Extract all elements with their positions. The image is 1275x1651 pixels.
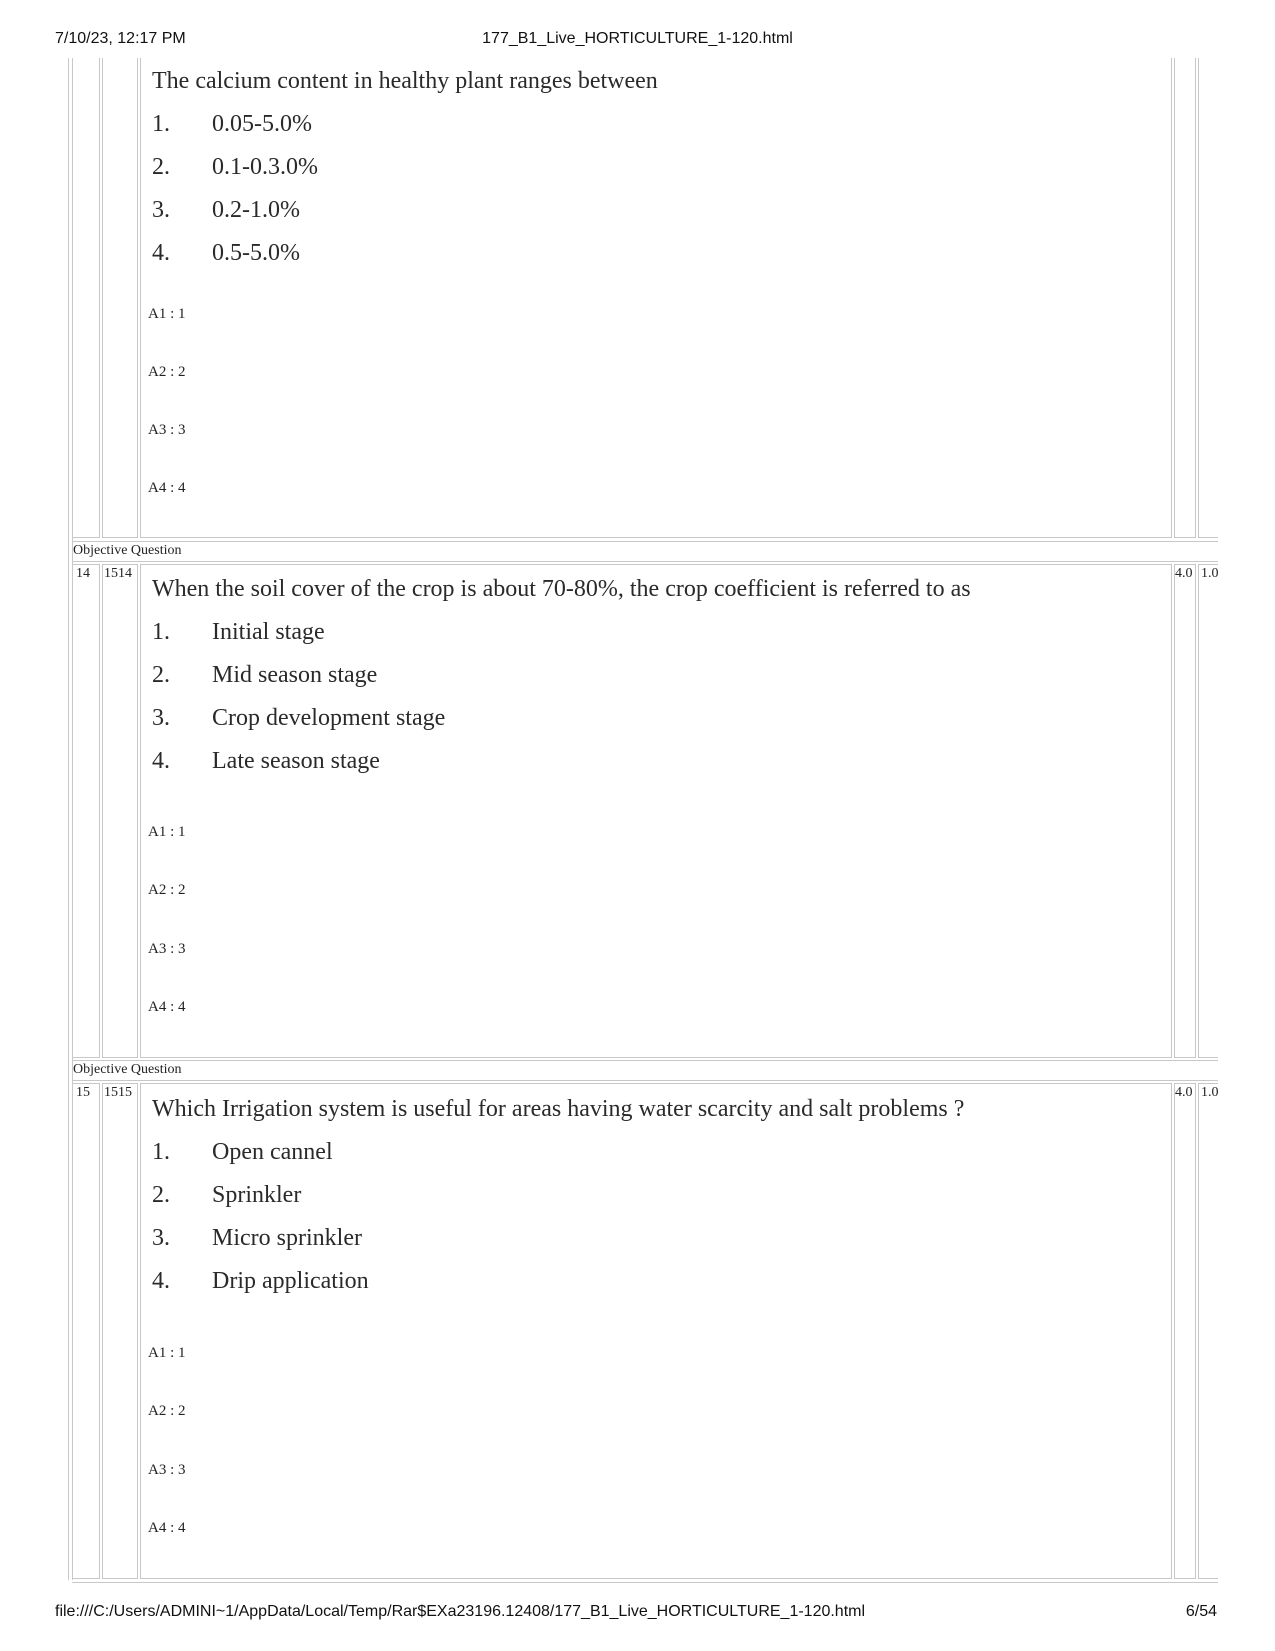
qid-cell: [102, 58, 138, 538]
option-text: Mid season stage: [212, 662, 378, 688]
marks-cell: [1174, 1083, 1196, 1579]
neg-cell: [1198, 1083, 1218, 1579]
question-id: 1514: [104, 566, 132, 581]
serial-number: 14: [76, 566, 90, 581]
answer-option-3: A3 : 3: [148, 422, 186, 438]
option-text: Crop development stage: [212, 705, 446, 731]
qid-cell: [102, 564, 138, 1058]
option-number: 4.: [152, 1268, 170, 1294]
answer-option-1: A1 : 1: [148, 824, 186, 840]
marks-value: 4.0: [1175, 566, 1193, 581]
row-divider: [72, 1060, 1218, 1061]
row-divider: [72, 561, 1218, 562]
sno-cell: [72, 1083, 100, 1579]
sno-cell: [72, 564, 100, 1058]
question-id: 1515: [104, 1085, 132, 1100]
print-page-title: 177_B1_Live_HORTICULTURE_1-120.html: [482, 30, 793, 47]
serial-number: 15: [76, 1085, 90, 1100]
answer-option-2: A2 : 2: [148, 1403, 186, 1419]
row-divider: [72, 1080, 1218, 1081]
answer-option-4: A4 : 4: [148, 1520, 186, 1536]
option-text: Drip application: [212, 1268, 369, 1294]
qid-cell: [102, 1083, 138, 1579]
row-divider: [72, 541, 1218, 542]
sno-cell: [72, 58, 100, 538]
option-number: 1.: [152, 619, 170, 645]
option-text: 0.05-5.0%: [212, 111, 312, 137]
option-text: Sprinkler: [212, 1182, 302, 1208]
question-text: When the soil cover of the crop is about 70-80%, the crop coefficient is referred to as: [152, 576, 971, 602]
option-text: 0.5-5.0%: [212, 240, 300, 266]
option-number: 3.: [152, 197, 170, 223]
option-number: 3.: [152, 1225, 170, 1251]
option-text: 0.1-0.3.0%: [212, 154, 318, 180]
option-text: Initial stage: [212, 619, 325, 645]
negative-marks-value: 1.0: [1201, 566, 1218, 581]
option-text: 0.2-1.0%: [212, 197, 300, 223]
neg-cell: [1198, 58, 1218, 538]
table-border-left: [68, 58, 69, 1580]
answer-option-1: A1 : 1: [148, 306, 186, 322]
answer-option-1: A1 : 1: [148, 1345, 186, 1361]
answer-option-4: A4 : 4: [148, 480, 186, 496]
option-number: 4.: [152, 240, 170, 266]
question-type-label: Objective Question: [73, 543, 182, 558]
question-text: Which Irrigation system is useful for areas having water scarcity and salt problems ?: [152, 1096, 965, 1122]
question-type-label: Objective Question: [73, 1062, 182, 1077]
marks-cell: [1174, 58, 1196, 538]
option-number: 3.: [152, 705, 170, 731]
option-number: 2.: [152, 662, 170, 688]
option-number: 4.: [152, 748, 170, 774]
option-number: 1.: [152, 1139, 170, 1165]
marks-value: 4.0: [1175, 1085, 1193, 1100]
print-file-path: file:///C:/Users/ADMINI~1/AppData/Local/Temp/Rar$EXa23196.12408/177_B1_Live_HORTICULTURE_1-120.html: [55, 1603, 866, 1620]
print-datetime: 7/10/23, 12:17 PM: [55, 30, 186, 47]
answer-option-4: A4 : 4: [148, 999, 186, 1015]
neg-cell: [1198, 564, 1218, 1058]
answer-option-3: A3 : 3: [148, 1462, 186, 1478]
option-text: Late season stage: [212, 748, 380, 774]
marks-cell: [1174, 564, 1196, 1058]
row-divider: [72, 1582, 1218, 1583]
option-number: 1.: [152, 111, 170, 137]
question-text: The calcium content in healthy plant ranges between: [152, 68, 658, 94]
option-number: 2.: [152, 154, 170, 180]
option-text: Micro sprinkler: [212, 1225, 362, 1251]
option-text: Open cannel: [212, 1139, 333, 1165]
page-number: 6/54: [1185, 1603, 1217, 1620]
negative-marks-value: 1.0: [1201, 1085, 1218, 1100]
answer-option-2: A2 : 2: [148, 364, 186, 380]
option-number: 2.: [152, 1182, 170, 1208]
answer-option-2: A2 : 2: [148, 882, 186, 898]
answer-option-3: A3 : 3: [148, 941, 186, 957]
